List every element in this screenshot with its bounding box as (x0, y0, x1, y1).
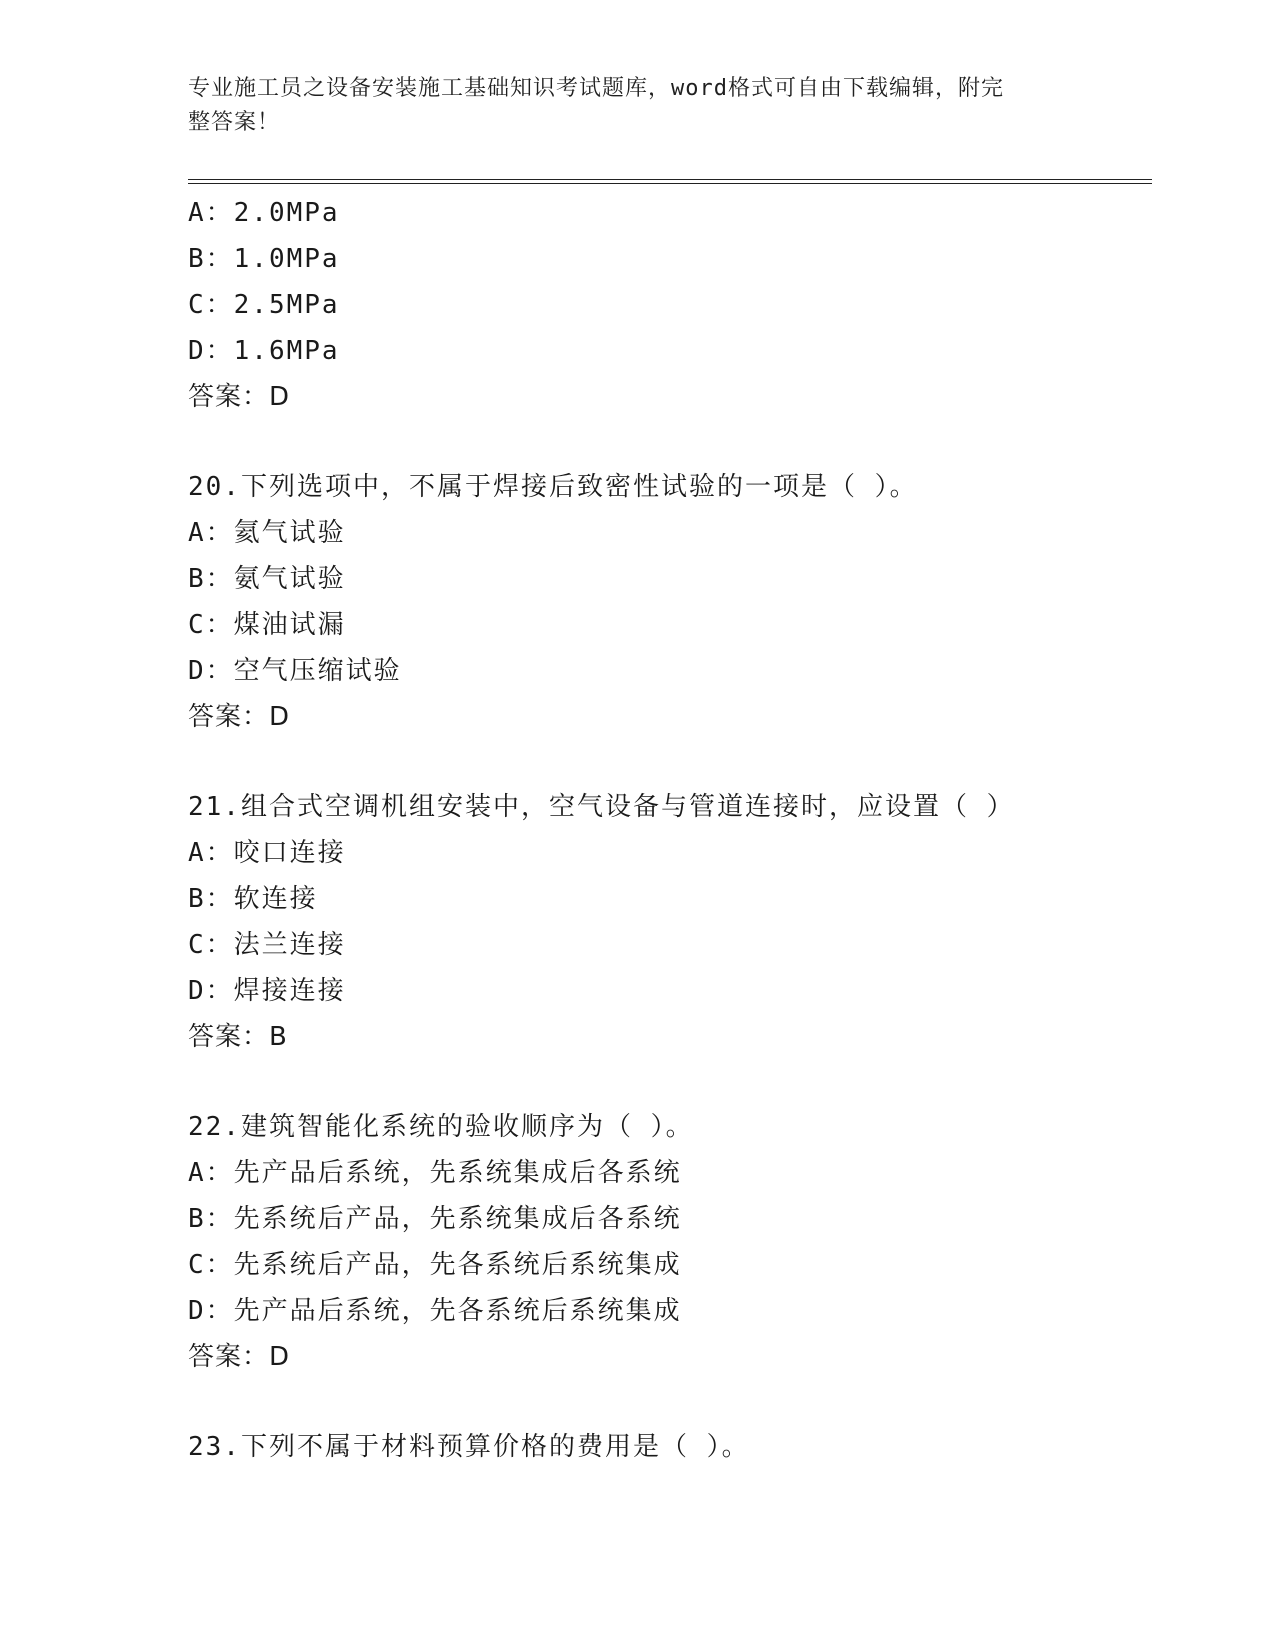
option-c: C：先系统后产品，先各系统后系统集成 (188, 1250, 682, 1280)
option-c: C：2.5MPa (188, 290, 340, 320)
header-divider-bottom (188, 183, 1152, 184)
option-a: A：2.0MPa (188, 198, 340, 228)
question-block-23 (188, 1424, 1152, 1470)
option-a: A：咬口连接 (188, 838, 346, 868)
option-d: D：空气压缩试验 (188, 656, 402, 686)
header-line-2: 整答案！ (188, 110, 281, 135)
option-d: D：焊接连接 (188, 976, 346, 1006)
question-list (188, 190, 1152, 1470)
option-a: A：氦气试验 (188, 518, 346, 548)
question-text: 22.建筑智能化系统的验收顺序为（ ）。 (188, 1112, 694, 1142)
option-b: B：软连接 (188, 884, 318, 914)
question-block-22 (188, 1104, 1152, 1380)
option-d: D：先产品后系统，先各系统后系统集成 (188, 1296, 682, 1326)
question-block-20 (188, 464, 1152, 740)
option-c: C：法兰连接 (188, 930, 346, 960)
answer-line: 答案：D (188, 382, 291, 412)
option-a: A：先产品后系统，先系统集成后各系统 (188, 1158, 682, 1188)
option-b: B：1.0MPa (188, 244, 340, 274)
header-line-1: 专业施工员之设备安装施工基础知识考试题库，word格式可自由下载编辑，附完 (188, 76, 1004, 101)
header-divider-top (188, 179, 1152, 180)
question-block-19 (188, 190, 1152, 420)
answer-line: 答案：D (188, 702, 291, 732)
spacer (188, 740, 1152, 784)
answer-line: 答案：D (188, 1342, 291, 1372)
answer-line: 答案：B (188, 1022, 288, 1052)
option-b: B：氨气试验 (188, 564, 346, 594)
spacer (188, 1060, 1152, 1104)
spacer (188, 1380, 1152, 1424)
question-text: 20.下列选项中，不属于焊接后致密性试验的一项是（ ）。 (188, 472, 918, 502)
spacer (188, 420, 1152, 464)
option-d: D：1.6MPa (188, 336, 340, 366)
question-text: 23.下列不属于材料预算价格的费用是（ ）。 (188, 1432, 750, 1462)
option-c: C：煤油试漏 (188, 610, 346, 640)
document-header (188, 72, 1068, 140)
option-b: B：先系统后产品，先系统集成后各系统 (188, 1204, 682, 1234)
question-text: 21.组合式空调机组安装中，空气设备与管道连接时，应设置（ ） (188, 792, 1015, 822)
question-block-21 (188, 784, 1152, 1060)
